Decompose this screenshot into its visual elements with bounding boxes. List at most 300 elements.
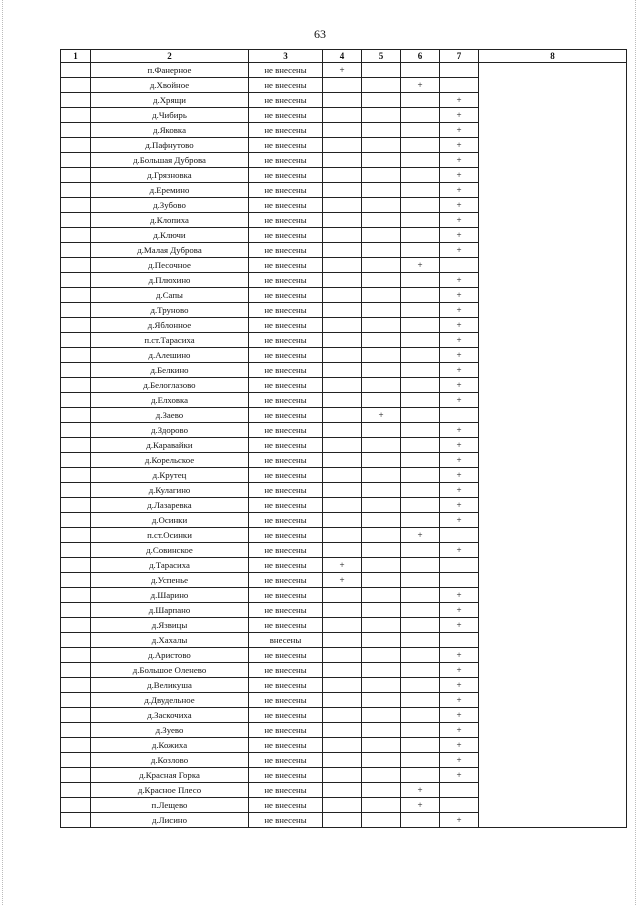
settlement-name-cell: д.Труново: [91, 303, 249, 318]
col5-mark-cell: [362, 243, 401, 258]
settlement-name-cell: п.Фанерное: [91, 63, 249, 78]
col4-mark-cell: [323, 378, 362, 393]
settlement-name-cell: д.Зубово: [91, 198, 249, 213]
status-cell: не внесены: [249, 513, 323, 528]
col6-mark-cell: [401, 603, 440, 618]
col6-mark-cell: [401, 588, 440, 603]
status-cell: не внесены: [249, 678, 323, 693]
col7-mark-cell: [440, 408, 479, 423]
col4-mark-cell: +: [323, 558, 362, 573]
col5-mark-cell: [362, 378, 401, 393]
settlement-name-cell: д.Шарино: [91, 588, 249, 603]
status-cell: не внесены: [249, 93, 323, 108]
settlement-name-cell: д.Совинское: [91, 543, 249, 558]
settlement-name-cell: д.Кулагино: [91, 483, 249, 498]
col4-mark-cell: [323, 798, 362, 813]
status-cell: не внесены: [249, 753, 323, 768]
status-cell: не внесены: [249, 588, 323, 603]
col4-mark-cell: [323, 483, 362, 498]
col4-mark-cell: [323, 768, 362, 783]
col4-mark-cell: [323, 678, 362, 693]
col6-mark-cell: [401, 93, 440, 108]
settlement-name-cell: д.Большая Дуброва: [91, 153, 249, 168]
col5-mark-cell: [362, 768, 401, 783]
header-col-5: 5: [362, 50, 401, 63]
col5-mark-cell: [362, 513, 401, 528]
col7-mark-cell: +: [440, 723, 479, 738]
col4-mark-cell: [323, 693, 362, 708]
status-cell: не внесены: [249, 228, 323, 243]
col7-mark-cell: +: [440, 288, 479, 303]
col5-mark-cell: [362, 453, 401, 468]
col5-mark-cell: [362, 723, 401, 738]
col6-mark-cell: [401, 543, 440, 558]
status-cell: не внесены: [249, 798, 323, 813]
row-number-cell: [61, 423, 91, 438]
col7-mark-cell: [440, 798, 479, 813]
col5-mark-cell: [362, 168, 401, 183]
scan-edge-left: [2, 0, 4, 905]
col6-mark-cell: [401, 363, 440, 378]
page-number: 63: [314, 27, 326, 41]
status-cell: не внесены: [249, 408, 323, 423]
settlement-name-cell: д.Белкино: [91, 363, 249, 378]
col6-mark-cell: [401, 213, 440, 228]
col7-mark-cell: [440, 258, 479, 273]
col6-mark-cell: [401, 288, 440, 303]
settlement-name-cell: д.Плюхино: [91, 273, 249, 288]
col6-mark-cell: [401, 243, 440, 258]
settlement-name-cell: д.Елховка: [91, 393, 249, 408]
row-number-cell: [61, 228, 91, 243]
col5-mark-cell: [362, 483, 401, 498]
col7-mark-cell: +: [440, 423, 479, 438]
col7-mark-cell: [440, 558, 479, 573]
col7-mark-cell: +: [440, 168, 479, 183]
row-number-cell: [61, 348, 91, 363]
settlement-name-cell: д.Успенье: [91, 573, 249, 588]
col4-mark-cell: [323, 543, 362, 558]
col7-mark-cell: +: [440, 513, 479, 528]
col7-mark-cell: +: [440, 648, 479, 663]
status-cell: не внесены: [249, 243, 323, 258]
row-number-cell: [61, 438, 91, 453]
col6-mark-cell: [401, 768, 440, 783]
status-cell: не внесены: [249, 303, 323, 318]
col5-mark-cell: [362, 153, 401, 168]
status-cell: не внесены: [249, 423, 323, 438]
table-header-row: [61, 50, 627, 63]
col4-mark-cell: [323, 243, 362, 258]
status-cell: не внесены: [249, 198, 323, 213]
col7-mark-cell: +: [440, 708, 479, 723]
settlement-name-cell: д.Хахалы: [91, 633, 249, 648]
row-number-cell: [61, 783, 91, 798]
row-number-cell: [61, 123, 91, 138]
row-number-cell: [61, 588, 91, 603]
status-cell: не внесены: [249, 498, 323, 513]
row-number-cell: [61, 303, 91, 318]
col4-mark-cell: [323, 663, 362, 678]
col7-mark-cell: +: [440, 753, 479, 768]
col4-mark-cell: [323, 453, 362, 468]
settlement-name-cell: д.Красное Плесо: [91, 783, 249, 798]
col7-mark-cell: +: [440, 738, 479, 753]
col5-mark-cell: [362, 393, 401, 408]
col5-mark-cell: [362, 108, 401, 123]
col6-mark-cell: [401, 183, 440, 198]
status-cell: не внесены: [249, 333, 323, 348]
col5-mark-cell: [362, 363, 401, 378]
row-number-cell: [61, 603, 91, 618]
status-cell: не внесены: [249, 783, 323, 798]
col5-mark-cell: [362, 783, 401, 798]
status-cell: не внесены: [249, 768, 323, 783]
settlement-name-cell: д.Двудельное: [91, 693, 249, 708]
col7-mark-cell: [440, 783, 479, 798]
row-number-cell: [61, 798, 91, 813]
col4-mark-cell: [323, 723, 362, 738]
col7-mark-cell: +: [440, 453, 479, 468]
row-number-cell: [61, 408, 91, 423]
settlement-name-cell: д.Красная Горка: [91, 768, 249, 783]
col6-mark-cell: [401, 108, 440, 123]
col5-mark-cell: [362, 633, 401, 648]
col7-mark-cell: +: [440, 678, 479, 693]
col4-mark-cell: [323, 288, 362, 303]
col6-mark-cell: [401, 813, 440, 828]
col6-mark-cell: [401, 693, 440, 708]
col4-mark-cell: [323, 273, 362, 288]
col5-mark-cell: [362, 588, 401, 603]
col8-merged-cell: [479, 63, 627, 828]
row-number-cell: [61, 288, 91, 303]
col4-mark-cell: [323, 738, 362, 753]
status-cell: не внесены: [249, 813, 323, 828]
col6-mark-cell: [401, 333, 440, 348]
col4-mark-cell: [323, 753, 362, 768]
col4-mark-cell: [323, 348, 362, 363]
row-number-cell: [61, 183, 91, 198]
header-col-1: 1: [61, 50, 91, 63]
status-cell: не внесены: [249, 543, 323, 558]
status-cell: не внесены: [249, 78, 323, 93]
settlement-name-cell: д.Великуша: [91, 678, 249, 693]
col7-mark-cell: +: [440, 318, 479, 333]
col7-mark-cell: [440, 63, 479, 78]
col7-mark-cell: +: [440, 498, 479, 513]
status-cell: не внесены: [249, 213, 323, 228]
col6-mark-cell: [401, 723, 440, 738]
settlement-name-cell: д.Пафнутово: [91, 138, 249, 153]
row-number-cell: [61, 738, 91, 753]
col6-mark-cell: +: [401, 783, 440, 798]
header-col-3: 3: [249, 50, 323, 63]
col7-mark-cell: [440, 633, 479, 648]
col6-mark-cell: [401, 63, 440, 78]
col5-mark-cell: [362, 273, 401, 288]
row-number-cell: [61, 813, 91, 828]
col6-mark-cell: [401, 378, 440, 393]
scan-edge-right: [635, 0, 637, 905]
col5-mark-cell: [362, 93, 401, 108]
row-number-cell: [61, 633, 91, 648]
settlement-name-cell: д.Чибирь: [91, 108, 249, 123]
settlement-name-cell: д.Клопиха: [91, 213, 249, 228]
status-cell: не внесены: [249, 153, 323, 168]
col6-mark-cell: [401, 498, 440, 513]
col7-mark-cell: +: [440, 618, 479, 633]
col5-mark-cell: [362, 318, 401, 333]
col7-mark-cell: +: [440, 138, 479, 153]
table-row: [61, 63, 627, 78]
settlement-name-cell: д.Лисино: [91, 813, 249, 828]
row-number-cell: [61, 753, 91, 768]
col5-mark-cell: [362, 498, 401, 513]
col6-mark-cell: [401, 408, 440, 423]
col6-mark-cell: [401, 123, 440, 138]
col5-mark-cell: [362, 333, 401, 348]
col5-mark-cell: [362, 573, 401, 588]
col6-mark-cell: [401, 438, 440, 453]
col5-mark-cell: [362, 603, 401, 618]
col4-mark-cell: [323, 423, 362, 438]
col4-mark-cell: [323, 528, 362, 543]
col6-mark-cell: [401, 453, 440, 468]
settlement-name-cell: д.Еремино: [91, 183, 249, 198]
col6-mark-cell: [401, 513, 440, 528]
col4-mark-cell: [323, 258, 362, 273]
col6-mark-cell: [401, 423, 440, 438]
col6-mark-cell: [401, 273, 440, 288]
col6-mark-cell: [401, 228, 440, 243]
status-cell: не внесены: [249, 183, 323, 198]
row-number-cell: [61, 453, 91, 468]
status-cell: внесены: [249, 633, 323, 648]
col5-mark-cell: [362, 678, 401, 693]
status-cell: не внесены: [249, 693, 323, 708]
col5-mark-cell: [362, 213, 401, 228]
status-cell: не внесены: [249, 63, 323, 78]
col5-mark-cell: [362, 198, 401, 213]
header-col-4: 4: [323, 50, 362, 63]
col7-mark-cell: +: [440, 213, 479, 228]
col4-mark-cell: +: [323, 573, 362, 588]
settlement-name-cell: д.Яковка: [91, 123, 249, 138]
col4-mark-cell: [323, 438, 362, 453]
status-cell: не внесены: [249, 528, 323, 543]
settlement-name-cell: д.Заево: [91, 408, 249, 423]
col4-mark-cell: [323, 408, 362, 423]
col7-mark-cell: +: [440, 228, 479, 243]
row-number-cell: [61, 558, 91, 573]
row-number-cell: [61, 573, 91, 588]
col6-mark-cell: [401, 348, 440, 363]
status-cell: не внесены: [249, 453, 323, 468]
col6-mark-cell: +: [401, 528, 440, 543]
col7-mark-cell: +: [440, 483, 479, 498]
col7-mark-cell: +: [440, 303, 479, 318]
col7-mark-cell: +: [440, 333, 479, 348]
status-cell: не внесены: [249, 618, 323, 633]
col6-mark-cell: [401, 318, 440, 333]
settlement-name-cell: д.Козлово: [91, 753, 249, 768]
col6-mark-cell: [401, 558, 440, 573]
row-number-cell: [61, 543, 91, 558]
col4-mark-cell: [323, 108, 362, 123]
col6-mark-cell: [401, 168, 440, 183]
row-number-cell: [61, 93, 91, 108]
row-number-cell: [61, 723, 91, 738]
row-number-cell: [61, 198, 91, 213]
col6-mark-cell: [401, 198, 440, 213]
status-cell: не внесены: [249, 483, 323, 498]
row-number-cell: [61, 678, 91, 693]
col6-mark-cell: [401, 573, 440, 588]
col4-mark-cell: [323, 648, 362, 663]
col4-mark-cell: [323, 618, 362, 633]
col5-mark-cell: [362, 78, 401, 93]
settlements-table: [60, 49, 627, 828]
status-cell: не внесены: [249, 348, 323, 363]
settlement-name-cell: д.Белоглазово: [91, 378, 249, 393]
col7-mark-cell: +: [440, 768, 479, 783]
col4-mark-cell: [323, 78, 362, 93]
col5-mark-cell: [362, 528, 401, 543]
settlement-name-cell: д.Кожиха: [91, 738, 249, 753]
row-number-cell: [61, 138, 91, 153]
col5-mark-cell: [362, 813, 401, 828]
col7-mark-cell: +: [440, 588, 479, 603]
settlement-name-cell: п.ст.Осинки: [91, 528, 249, 543]
settlement-name-cell: д.Крутец: [91, 468, 249, 483]
col5-mark-cell: [362, 183, 401, 198]
col5-mark-cell: [362, 348, 401, 363]
settlement-name-cell: д.Хрящи: [91, 93, 249, 108]
col6-mark-cell: [401, 618, 440, 633]
col4-mark-cell: [323, 123, 362, 138]
col6-mark-cell: [401, 663, 440, 678]
col6-mark-cell: [401, 633, 440, 648]
col7-mark-cell: +: [440, 468, 479, 483]
col5-mark-cell: [362, 423, 401, 438]
status-cell: не внесены: [249, 738, 323, 753]
settlement-name-cell: д.Зуево: [91, 723, 249, 738]
row-number-cell: [61, 333, 91, 348]
row-number-cell: [61, 213, 91, 228]
col5-mark-cell: [362, 468, 401, 483]
row-number-cell: [61, 108, 91, 123]
settlement-name-cell: п.ст.Тарасиха: [91, 333, 249, 348]
status-cell: не внесены: [249, 648, 323, 663]
col4-mark-cell: [323, 813, 362, 828]
settlement-name-cell: д.Каравайки: [91, 438, 249, 453]
status-cell: не внесены: [249, 108, 323, 123]
row-number-cell: [61, 693, 91, 708]
col6-mark-cell: [401, 153, 440, 168]
col7-mark-cell: +: [440, 603, 479, 618]
status-cell: не внесены: [249, 288, 323, 303]
settlement-name-cell: д.Грязновка: [91, 168, 249, 183]
row-number-cell: [61, 483, 91, 498]
col5-mark-cell: [362, 63, 401, 78]
col5-mark-cell: [362, 138, 401, 153]
row-number-cell: [61, 258, 91, 273]
row-number-cell: [61, 663, 91, 678]
col4-mark-cell: [323, 363, 362, 378]
settlement-name-cell: д.Тарасиха: [91, 558, 249, 573]
col5-mark-cell: [362, 123, 401, 138]
row-number-cell: [61, 528, 91, 543]
col7-mark-cell: +: [440, 438, 479, 453]
col5-mark-cell: [362, 228, 401, 243]
settlement-name-cell: д.Осинки: [91, 513, 249, 528]
col5-mark-cell: [362, 648, 401, 663]
settlement-name-cell: д.Аристово: [91, 648, 249, 663]
col5-mark-cell: [362, 558, 401, 573]
status-cell: не внесены: [249, 573, 323, 588]
col4-mark-cell: [323, 783, 362, 798]
status-cell: не внесены: [249, 603, 323, 618]
header-col-7: 7: [440, 50, 479, 63]
row-number-cell: [61, 513, 91, 528]
settlement-name-cell: д.Корельское: [91, 453, 249, 468]
row-number-cell: [61, 768, 91, 783]
settlement-name-cell: п.Лещево: [91, 798, 249, 813]
row-number-cell: [61, 708, 91, 723]
col7-mark-cell: +: [440, 693, 479, 708]
settlement-name-cell: д.Лазаревка: [91, 498, 249, 513]
status-cell: не внесены: [249, 168, 323, 183]
status-cell: не внесены: [249, 708, 323, 723]
col4-mark-cell: [323, 318, 362, 333]
row-number-cell: [61, 393, 91, 408]
row-number-cell: [61, 618, 91, 633]
col6-mark-cell: [401, 738, 440, 753]
col4-mark-cell: [323, 603, 362, 618]
col4-mark-cell: [323, 213, 362, 228]
col5-mark-cell: [362, 693, 401, 708]
col7-mark-cell: +: [440, 663, 479, 678]
status-cell: не внесены: [249, 558, 323, 573]
status-cell: не внесены: [249, 123, 323, 138]
col4-mark-cell: [323, 198, 362, 213]
col4-mark-cell: [323, 708, 362, 723]
col7-mark-cell: +: [440, 183, 479, 198]
col6-mark-cell: [401, 303, 440, 318]
row-number-cell: [61, 468, 91, 483]
col4-mark-cell: [323, 633, 362, 648]
col7-mark-cell: [440, 78, 479, 93]
col5-mark-cell: [362, 708, 401, 723]
col4-mark-cell: [323, 468, 362, 483]
status-cell: не внесены: [249, 663, 323, 678]
status-cell: не внесены: [249, 318, 323, 333]
col4-mark-cell: [323, 333, 362, 348]
col7-mark-cell: +: [440, 348, 479, 363]
col7-mark-cell: [440, 573, 479, 588]
col5-mark-cell: +: [362, 408, 401, 423]
col5-mark-cell: [362, 438, 401, 453]
col5-mark-cell: [362, 303, 401, 318]
col6-mark-cell: +: [401, 258, 440, 273]
col7-mark-cell: +: [440, 93, 479, 108]
header-col-2: 2: [91, 50, 249, 63]
status-cell: не внесены: [249, 258, 323, 273]
col5-mark-cell: [362, 618, 401, 633]
status-cell: не внесены: [249, 438, 323, 453]
settlement-name-cell: д.Язвицы: [91, 618, 249, 633]
